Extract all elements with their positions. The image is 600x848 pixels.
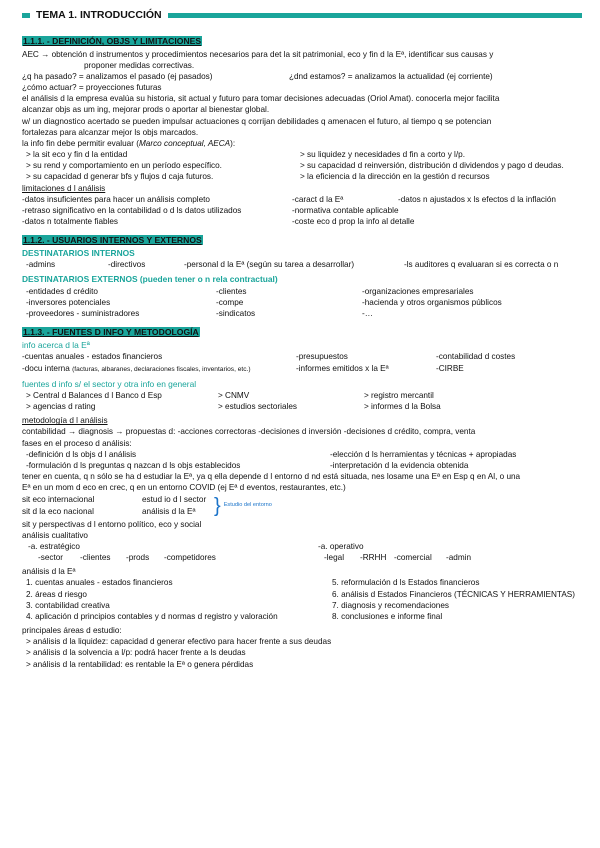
internal-recipients-row: [22, 259, 582, 270]
info-source: -cuentas anuales - estados financieros: [22, 352, 163, 362]
limitation-item: -caract d la Eª: [292, 194, 344, 204]
internal-recipient: -admins: [26, 260, 56, 270]
external-recipient: -inversores potenciales: [26, 298, 111, 308]
question-future: ¿cómo actuar? = proyecciones futuras: [22, 83, 162, 93]
sector-source: > Central d Balances d l Banco d Esp: [26, 390, 162, 400]
aec-def-line2: proponer medidas correctivas.: [84, 60, 195, 70]
internal-recipients-title: DESTINATARIOS INTERNOS: [22, 247, 135, 258]
title-bar: [22, 8, 582, 22]
analysis-step: 4. aplicación d principios contables y d normas d registro y valoración: [26, 611, 278, 621]
external-recipients-title: DESTINATARIOS EXTERNOS (pueden tener o n rela contractual): [22, 274, 278, 285]
environment-item: análisis d la Eª: [142, 506, 196, 516]
sector-source: > estudios sectoriales: [218, 402, 297, 412]
operational-analysis: -a. operativo: [318, 542, 364, 552]
internal-recipient: -personal d la Eª (según su tarea a desarrollar): [184, 260, 355, 270]
aec-def-line1: AEC → obtención d instrumentos y procedimientos necesarios para det la sit patrimonial, eco y fin d la Eª, identificar sus causas y: [22, 49, 494, 59]
external-recipient: -entidades d crédito: [26, 286, 98, 296]
company-info-row-1: [22, 351, 582, 362]
diagnosis-paragraph-line1: w/ un diagnostico acertado se pueden impulsar actuaciones q corrijan debilidades q amenacen el futuro, al tiempo q se potencian: [22, 116, 492, 126]
eval-item: > la sit eco y fin d la entidad: [26, 150, 128, 160]
strategic-analysis: -a. estratégico: [28, 542, 80, 552]
info-source: -presupuestos: [296, 352, 348, 362]
operational-item: -legal: [324, 553, 345, 563]
phase-item: -definición d ls objs d l análisis: [26, 449, 137, 459]
phase-item: -elección d ls herramientas y técnicas + apropiadas: [330, 449, 517, 459]
sector-source: > agencias d rating: [26, 402, 96, 412]
info-eval-pre: la info fin debe permitir evaluar (: [22, 138, 139, 148]
strategic-item: -clientes: [80, 553, 111, 563]
analysis-step: 6. análisis d Estados Financieros (TÉCNICAS Y HERRAMIENTAS): [332, 589, 575, 599]
limitation-item: -normativa contable aplicable: [292, 205, 399, 215]
internal-docs-examples: (facturas, albaranes, declaraciones fiscales, inventarios, etc.): [72, 365, 251, 373]
limitation-item: -coste eco d prop la info al detalle: [292, 217, 415, 227]
internal-recipient: -directivos: [108, 260, 146, 270]
main-areas-list: [22, 636, 582, 669]
phases-list: [22, 449, 582, 471]
environment-annotation: Estudio del entorno: [223, 501, 272, 508]
internal-recipient: -ls auditores q evaluaran si es correcta o n: [404, 260, 559, 270]
sector-info-row-1: [22, 390, 582, 401]
environment-perspectives: sit y perspectivas d l entorno político, eco y social: [22, 519, 202, 529]
eval-list: [22, 149, 582, 182]
eval-item: > su rend y comportamiento en un período específico.: [26, 161, 222, 171]
eval-item: > la eficiencia d la dirección en la gestión d recursos: [300, 172, 490, 182]
strategic-item: -sector: [38, 553, 64, 563]
environment-item: sit eco internacional: [22, 495, 95, 505]
phases-title: fases en el proceso d análisis:: [22, 438, 132, 448]
diagnosis-paragraph-line2: fortalezas para alcanzar mejor ls objs marcados.: [22, 127, 199, 137]
title-bar-left-stripe: [22, 13, 30, 18]
main-area-item: > análisis d la solvencia a l/p: podrá hacer frente a ls deudas: [26, 648, 246, 658]
eval-list-left: [26, 149, 300, 182]
section-3-heading-wrap: [22, 327, 582, 339]
sector-info-row-2: [22, 401, 582, 412]
company-analysis-title: análisis d la Eª: [22, 567, 76, 577]
analysis-step: 3. contabilidad creativa: [26, 600, 110, 610]
main-area-item: > análisis d la rentabilidad: es rentable la Eª o genera pérdidas: [26, 659, 254, 669]
eval-item: > su capacidad d generar bfs y flujos d caja futuros.: [26, 172, 214, 182]
analysis-paragraph-line2: alcanzar objs as um ing, mejorar prods o aportar al bienestar global.: [22, 105, 270, 115]
strategic-item: -competidores: [164, 553, 216, 563]
limitations-row-1: [22, 194, 582, 205]
analysis-step: 7. diagnosis y recomendaciones: [332, 600, 449, 610]
external-recipient: -organizaciones empresariales: [362, 286, 474, 296]
methodology-title: metodología d l análisis: [22, 416, 108, 426]
limitation-item: -retraso significativo en la contabilidad o d ls datos utilizados: [22, 205, 242, 215]
qualitative-types: [22, 541, 582, 552]
environment-item: estud io d l sector: [142, 495, 207, 505]
section-1-heading-wrap: [22, 36, 582, 48]
external-recipient: -sindicatos: [216, 309, 256, 319]
analysis-step: 5. reformulación d ls Estados financieros: [332, 578, 480, 588]
limitations-title: limitaciones d l análisis: [22, 183, 106, 193]
company-info-row-2: [22, 363, 582, 375]
info-source: [22, 363, 296, 375]
internal-docs-label: -docu interna: [22, 363, 73, 373]
operational-item: -RRHH: [360, 553, 387, 563]
sector-source: > registro mercantil: [364, 390, 434, 400]
methodology-flow: contabilidad → diagnosis → propuestas d: -acciones correctoras -decisiones d inversión -decisiones d crédito, compra, venta: [22, 427, 476, 437]
external-recipient: -clientes: [216, 286, 247, 296]
external-recipient: -hacienda y otros organismos públicos: [362, 298, 502, 308]
limitations-row-3: [22, 216, 582, 227]
company-info-title: info acerca d la Eª: [22, 340, 90, 351]
phase-item: -formulación d ls preguntas q nazcan d ls objs establecidos: [26, 460, 241, 470]
info-source: -contabilidad d costes: [436, 352, 516, 362]
info-eval-post: ):: [230, 138, 236, 148]
qualitative-title: análisis cualitativo: [22, 530, 88, 540]
eval-item: > su capacidad d reinversión, distribución d dividendos y pago d deudas.: [300, 161, 564, 171]
title-bar-right-stripe: [168, 13, 582, 18]
analysis-paragraph-line1: el análisis d la empresa evalúa su historia, sit actual y futuro para tomar decisiones adecuadas (Oriol Amat). conocerla mejor facilita: [22, 94, 500, 104]
questions-row: [22, 71, 582, 82]
analysis-step: 1. cuentas anuales - estados financieros: [26, 578, 173, 588]
operational-item: -admin: [446, 553, 472, 563]
brace-icon: }: [214, 494, 221, 517]
section-2-heading-wrap: [22, 235, 582, 247]
qualitative-items: [22, 552, 582, 563]
context-note-line1: tener en cuenta, q n sólo se ha d estudiar la Eª, ya q ella depende d l entorno d nd está situada, nes losame una Eª en Esp q en Al, o una: [22, 472, 521, 482]
section-2-heading: 1.1.2. - USUARIOS INTERNOS Y EXTERNOS: [23, 235, 202, 246]
context-note-line2: Eª en un mom d eco en crec, q en un entorno COVID (ej Eª d eventos, restaurantes, etc.): [22, 483, 346, 493]
question-past: ¿q ha pasado? = analizamos el pasado (ej pasados): [22, 72, 213, 81]
environment-grid: [22, 494, 214, 516]
analysis-step: 2. áreas d riesgo: [26, 589, 87, 599]
sector-source: > informes d la Bolsa: [364, 402, 441, 412]
limitation-item: -datos insuficientes para hacer un análisis completo: [22, 194, 210, 204]
info-source: -CIRBE: [436, 363, 464, 373]
section-3-heading: 1.1.3. - FUENTES D INFO Y METODOLOGÍA: [23, 327, 199, 338]
sector-info-title: fuentes d info s/ el sector y otra info en general: [22, 378, 197, 389]
eval-item: > su liquidez y necesidades d fin a corto y l/p.: [300, 150, 465, 160]
eval-list-right: [300, 149, 582, 182]
external-recipient: -proveedores - suministradores: [26, 309, 140, 319]
environment-item: sit d la eco nacional: [22, 506, 94, 516]
strategic-item: -prods: [126, 553, 150, 563]
company-analysis-steps: [22, 577, 582, 622]
environment-block: [22, 494, 582, 516]
main-area-item: > análisis d la liquidez: capacidad d generar efectivo para hacer frente a sus deudas: [26, 637, 332, 647]
main-areas-title: principales áreas d estudio:: [22, 626, 122, 636]
external-recipient: -compe: [216, 298, 244, 308]
info-eval-source: Marco conceptual, AECA: [138, 138, 231, 148]
section-1-heading: 1.1.1. - DEFINICIÓN, OBJS Y LIMITACIONES: [23, 36, 202, 46]
analysis-step: 8. conclusiones e informe final: [332, 611, 443, 621]
page-title: TEMA 1. INTRODUCCIÓN: [36, 8, 162, 21]
info-eval-intro: [22, 138, 582, 149]
info-source: -informes emitidos x la Eª: [296, 363, 389, 373]
sector-source: > CNMV: [218, 390, 250, 400]
external-recipients-grid: [22, 286, 582, 319]
operational-item: -comercial: [394, 553, 432, 563]
external-recipient: -…: [362, 309, 373, 319]
phase-item: -interpretación d la evidencia obtenida: [330, 460, 469, 470]
question-present: ¿dnd estamos? = analizamos la actualidad (ej corriente): [289, 72, 493, 81]
limitation-item: -datos n totalmente fiables: [22, 217, 119, 227]
limitation-item: -datos n ajustados x ls efectos d la inflación: [398, 194, 556, 204]
limitations-row-2: [22, 205, 582, 216]
